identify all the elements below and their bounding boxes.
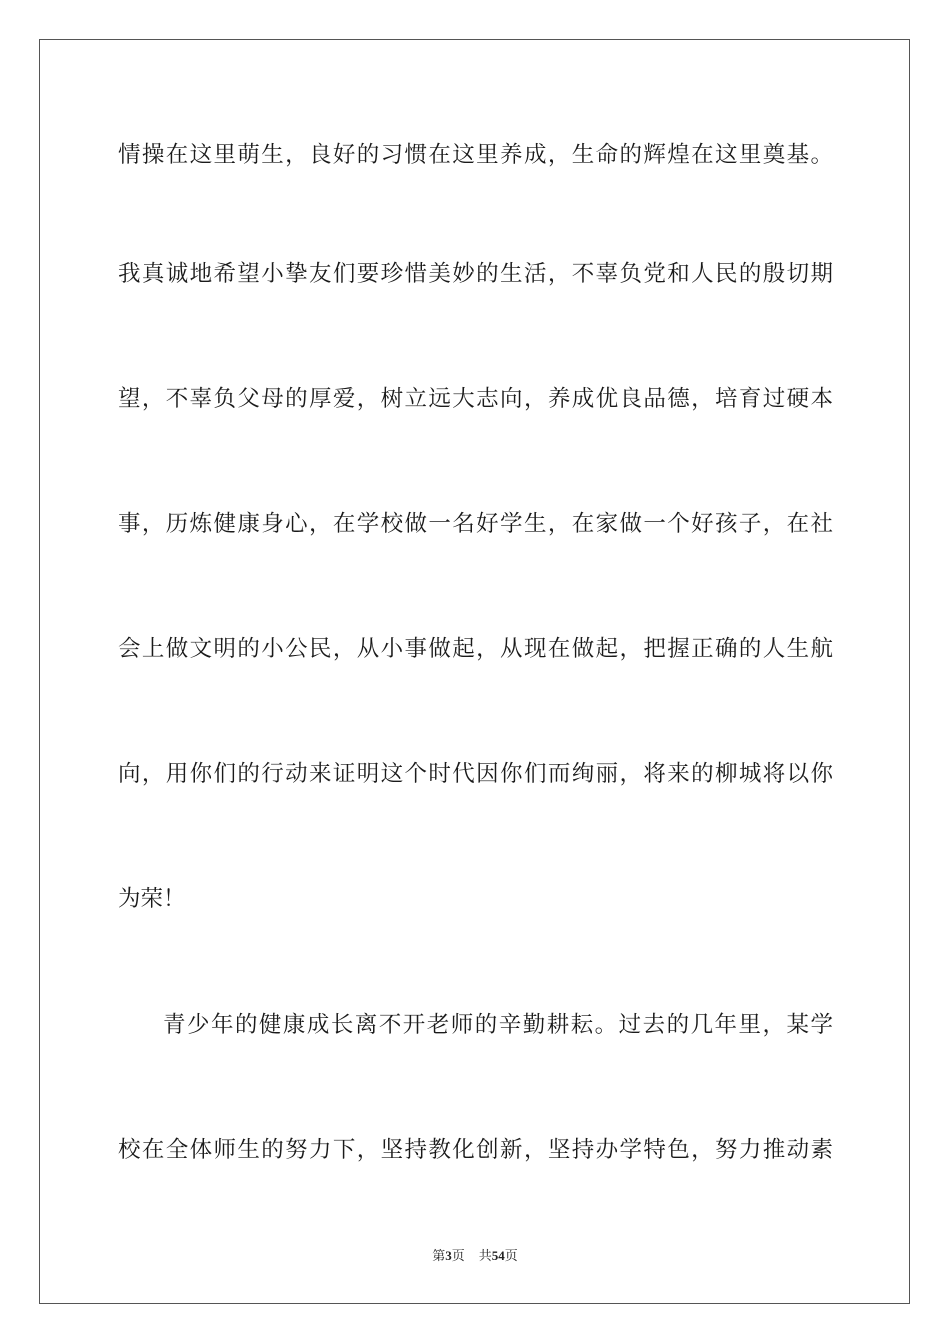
footer-total-pages: 54 bbox=[491, 1248, 505, 1263]
page-footer bbox=[0, 1247, 950, 1265]
footer-page-number: 3 bbox=[445, 1248, 452, 1263]
text-line-1: 情操在这里萌生，良好的习惯在这里养成，生命的辉煌在这里奠基。 bbox=[118, 142, 833, 168]
footer-total-prefix: 共 bbox=[478, 1248, 492, 1263]
text-line-3: 望，不辜负父母的厚爱，树立远大志向，养成优良品德，培育过硬本 bbox=[118, 386, 833, 412]
text-line-7: 为荣！ bbox=[118, 886, 186, 912]
text-line-6: 向，用你们的行动来证明这个时代因你们而绚丽，将来的柳城将以你 bbox=[118, 761, 833, 787]
footer-page-prefix: 第 bbox=[432, 1248, 446, 1263]
footer-page-suffix: 页 bbox=[451, 1248, 465, 1263]
footer-total-suffix: 页 bbox=[504, 1248, 518, 1263]
text-line-8-paragraph-start: 青少年的健康成长离不开老师的辛勤耕耘。过去的几年里，某学 bbox=[163, 1012, 833, 1038]
text-line-5: 会上做文明的小公民，从小事做起，从现在做起，把握正确的人生航 bbox=[118, 636, 833, 662]
text-line-4: 事，历炼健康身心，在学校做一名好学生，在家做一个好孩子，在社 bbox=[118, 511, 833, 537]
text-line-9: 校在全体师生的努力下，坚持教化创新，坚持办学特色，努力推动素 bbox=[118, 1137, 833, 1163]
page-border bbox=[39, 39, 910, 1304]
text-line-2: 我真诚地希望小挚友们要珍惜美妙的生活，不辜负党和人民的殷切期 bbox=[118, 261, 833, 287]
